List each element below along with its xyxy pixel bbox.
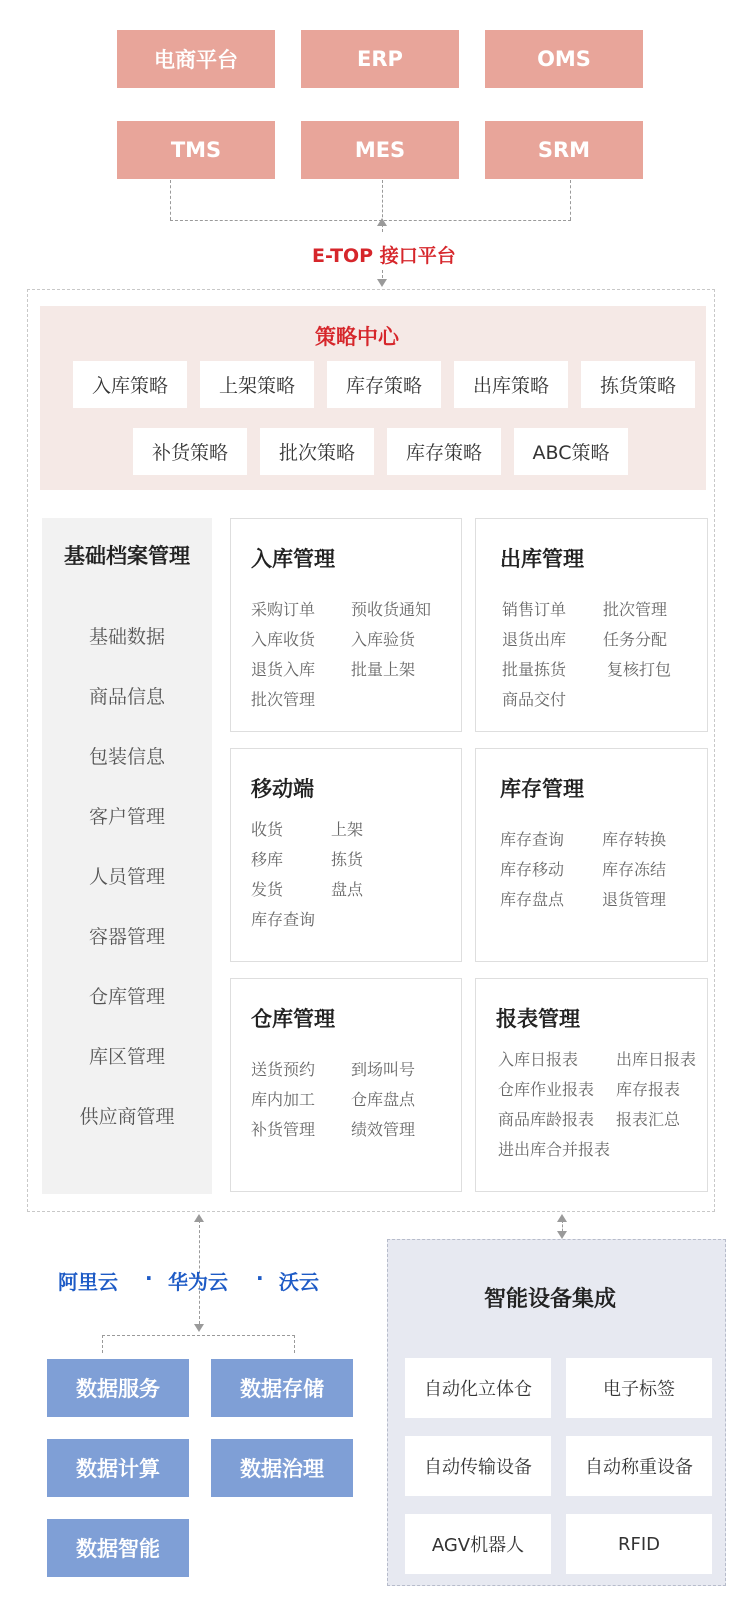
device-item: 自动化立体仓 xyxy=(405,1358,551,1418)
report-item: 入库日报表 xyxy=(498,1050,579,1069)
device-item: AGV机器人 xyxy=(405,1514,551,1574)
basic-archive-panel xyxy=(42,518,212,1194)
outbound-item: 销售订单 xyxy=(502,600,567,619)
device-item: 自动传输设备 xyxy=(405,1436,551,1496)
inbound-item: 采购订单 xyxy=(251,600,316,619)
inbound-item: 退货入库 xyxy=(251,660,316,679)
warehouse-item: 绩效管理 xyxy=(351,1120,416,1139)
system-box-srm: SRM xyxy=(485,121,643,179)
basic-archive-item: 库区管理 xyxy=(88,1046,165,1068)
report-item: 库存报表 xyxy=(616,1080,681,1099)
inbound-module xyxy=(230,518,462,732)
separator-dot: · xyxy=(145,1266,153,1290)
report-title: 报表管理 xyxy=(496,1007,580,1031)
warehouse-item: 补货管理 xyxy=(251,1120,316,1139)
inventory-title: 库存管理 xyxy=(500,777,584,801)
warehouse-item: 仓库盘点 xyxy=(351,1090,416,1109)
strategy-item: 出库策略 xyxy=(454,361,568,408)
inventory-item: 库存转换 xyxy=(602,830,667,849)
inbound-item: 预收货通知 xyxy=(351,600,432,619)
cloud-provider-wocloud: 沃云 xyxy=(279,1270,319,1294)
inbound-item: 批量上架 xyxy=(351,660,416,679)
interface-platform-label: E-TOP 接口平台 xyxy=(312,245,456,267)
mobile-item: 上架 xyxy=(331,820,364,839)
strategy-item: 拣货策略 xyxy=(581,361,695,408)
connector-line xyxy=(170,180,171,220)
report-module xyxy=(475,978,708,1192)
connector-line xyxy=(294,1335,295,1353)
warehouse-item: 送货预约 xyxy=(251,1060,316,1079)
strategy-item: ABC策略 xyxy=(514,428,628,475)
report-item: 仓库作业报表 xyxy=(498,1080,595,1099)
basic-archive-title: 基础档案管理 xyxy=(64,544,190,568)
mobile-item: 库存查询 xyxy=(251,910,316,929)
mobile-title: 移动端 xyxy=(251,777,314,801)
system-box-mes: MES xyxy=(301,121,459,179)
basic-archive-item: 商品信息 xyxy=(88,686,165,708)
arrow-down-icon xyxy=(557,1231,567,1239)
strategy-item: 库存策略 xyxy=(327,361,441,408)
connector-line xyxy=(170,220,571,221)
basic-archive-item: 仓库管理 xyxy=(88,986,165,1008)
device-integration-title: 智能设备集成 xyxy=(484,1287,617,1312)
mobile-item: 发货 xyxy=(251,880,284,899)
outbound-item: 复核打包 xyxy=(607,660,672,679)
inbound-item: 批次管理 xyxy=(251,690,316,709)
mobile-item: 移库 xyxy=(251,850,284,869)
inventory-item: 库存盘点 xyxy=(500,890,565,909)
outbound-item: 商品交付 xyxy=(502,690,567,709)
system-box-oms: OMS xyxy=(485,30,643,88)
connector-line xyxy=(570,180,571,220)
mobile-item: 盘点 xyxy=(331,880,364,899)
outbound-item: 任务分配 xyxy=(603,630,668,649)
system-box-tms: TMS xyxy=(117,121,275,179)
inventory-item: 库存冻结 xyxy=(602,860,667,879)
inbound-title: 入库管理 xyxy=(251,547,335,571)
mobile-module xyxy=(230,748,462,962)
outbound-title: 出库管理 xyxy=(500,547,584,571)
arrow-down-icon xyxy=(194,1324,204,1332)
data-intelligence-box: 数据智能 xyxy=(47,1519,189,1577)
report-item: 进出库合并报表 xyxy=(498,1140,611,1159)
inventory-item: 库存查询 xyxy=(500,830,565,849)
report-item: 商品库龄报表 xyxy=(498,1110,595,1129)
inventory-module xyxy=(475,748,708,962)
report-item: 报表汇总 xyxy=(616,1110,681,1129)
outbound-item: 批量拣货 xyxy=(502,660,567,679)
strategy-item: 入库策略 xyxy=(73,361,187,408)
outbound-module xyxy=(475,518,708,732)
basic-archive-item: 包装信息 xyxy=(88,746,165,768)
arrow-up-icon xyxy=(377,218,387,226)
system-box-erp: ERP xyxy=(301,30,459,88)
basic-archive-item: 供应商管理 xyxy=(79,1106,175,1128)
basic-archive-item: 基础数据 xyxy=(88,626,165,648)
data-storage-box: 数据存储 xyxy=(211,1359,353,1417)
cloud-provider-aliyun: 阿里云 xyxy=(58,1270,118,1294)
warehouse-item: 到场叫号 xyxy=(351,1060,416,1079)
device-item: RFID xyxy=(566,1514,712,1574)
cloud-provider-huawei: 华为云 xyxy=(168,1270,228,1294)
system-box-ecommerce: 电商平台 xyxy=(117,30,275,88)
mobile-item: 收货 xyxy=(251,820,284,839)
data-service-box: 数据服务 xyxy=(47,1359,189,1417)
warehouse-module xyxy=(230,978,462,1192)
strategy-item: 上架策略 xyxy=(200,361,314,408)
strategy-item: 补货策略 xyxy=(133,428,247,475)
basic-archive-item: 客户管理 xyxy=(88,806,165,828)
report-item: 出库日报表 xyxy=(616,1050,697,1069)
strategy-item: 批次策略 xyxy=(260,428,374,475)
arrow-down-icon xyxy=(377,279,387,287)
inventory-item: 退货管理 xyxy=(602,890,667,909)
device-item: 自动称重设备 xyxy=(566,1436,712,1496)
inventory-item: 库存移动 xyxy=(500,860,565,879)
connector-line xyxy=(102,1335,103,1353)
outbound-item: 批次管理 xyxy=(603,600,668,619)
warehouse-title: 仓库管理 xyxy=(251,1007,335,1031)
mobile-item: 拣货 xyxy=(331,850,364,869)
strategy-center-title: 策略中心 xyxy=(315,325,399,349)
inbound-item: 入库验货 xyxy=(351,630,416,649)
data-governance-box: 数据治理 xyxy=(211,1439,353,1497)
connector-line xyxy=(102,1335,295,1336)
basic-archive-item: 人员管理 xyxy=(88,866,165,888)
warehouse-item: 库内加工 xyxy=(251,1090,316,1109)
inbound-item: 入库收货 xyxy=(251,630,316,649)
outbound-item: 退货出库 xyxy=(502,630,567,649)
strategy-item: 库存策略 xyxy=(387,428,501,475)
separator-dot: · xyxy=(256,1266,264,1290)
data-compute-box: 数据计算 xyxy=(47,1439,189,1497)
connector-line xyxy=(382,270,383,278)
basic-archive-item: 容器管理 xyxy=(88,926,165,948)
device-item: 电子标签 xyxy=(566,1358,712,1418)
